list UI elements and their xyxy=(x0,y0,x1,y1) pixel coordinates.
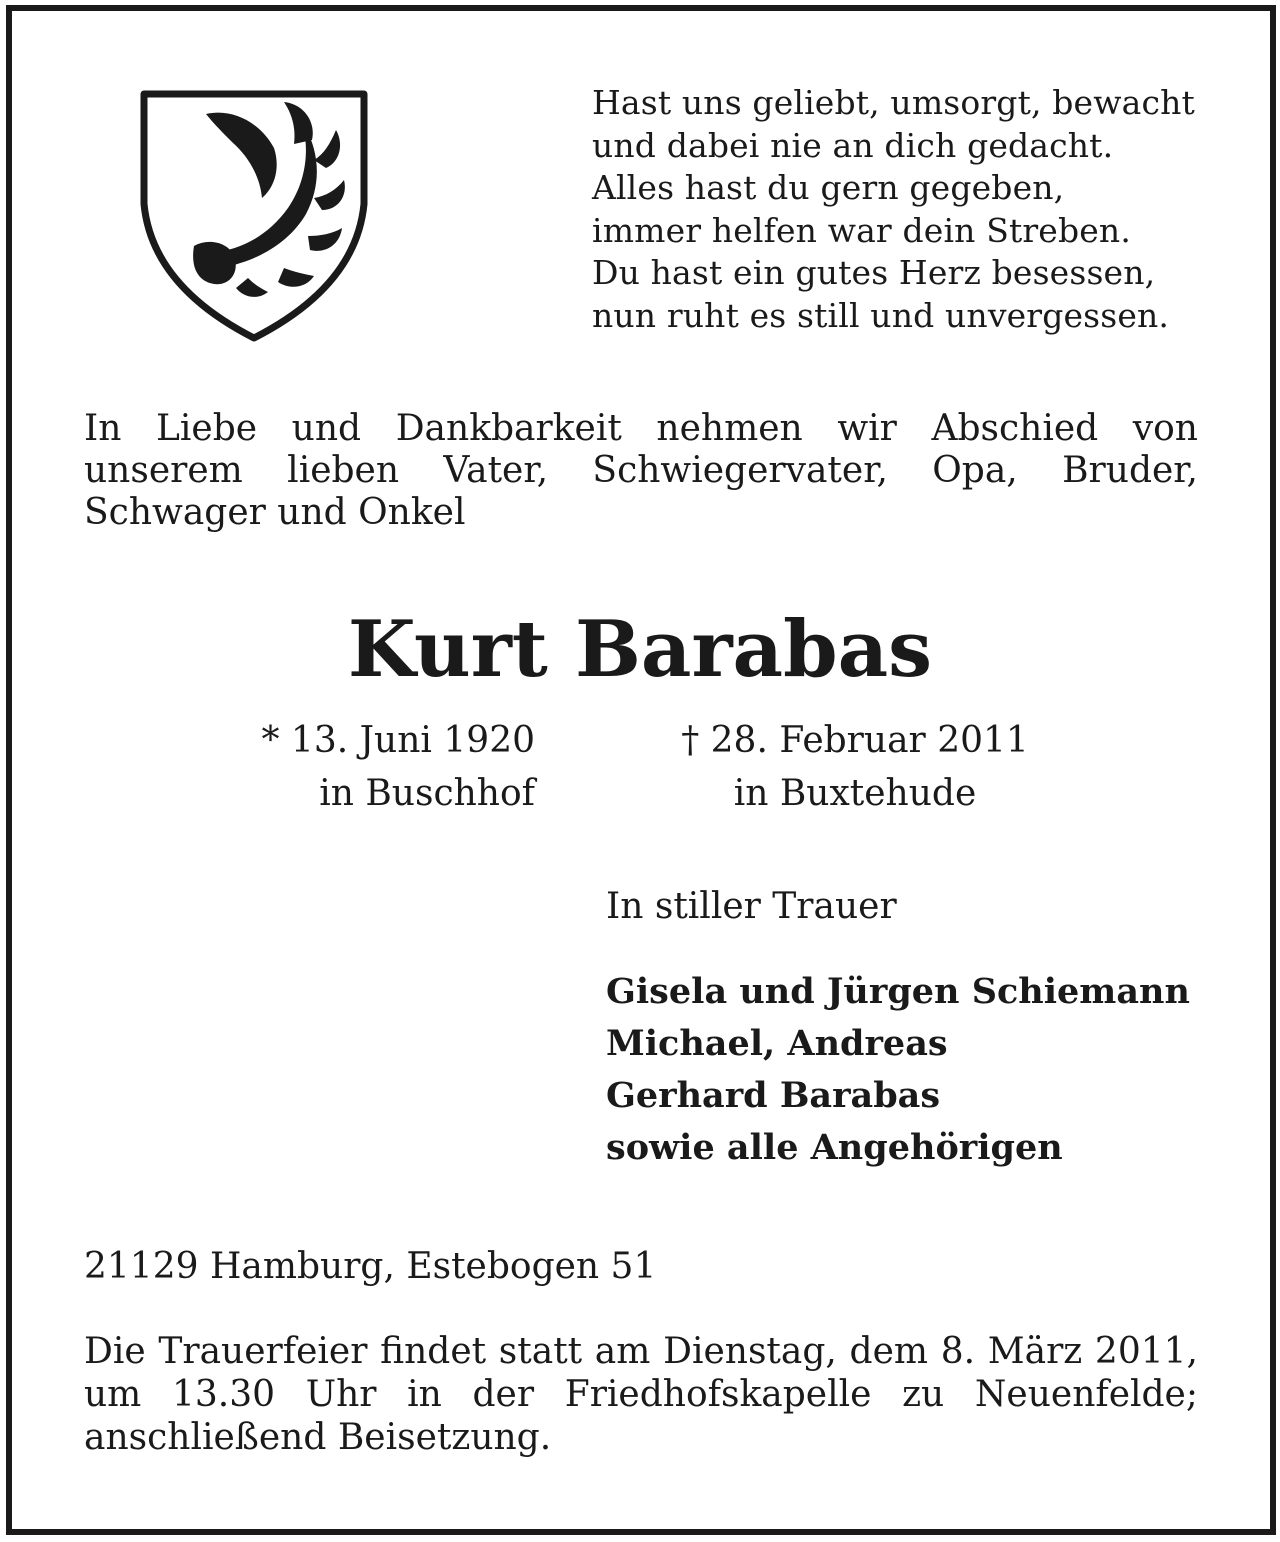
mourner: Michael, Andreas xyxy=(606,1023,948,1064)
mourners-list xyxy=(606,966,1190,1174)
birth-place: in Buschhof xyxy=(319,773,535,814)
mourner: sowie alle Angehörigen xyxy=(606,1127,1063,1168)
poem-line: Alles hast du gern gegeben, xyxy=(592,168,1065,207)
mourner: Gerhard Barabas xyxy=(606,1075,941,1116)
poem-line: Hast uns geliebt, umsorgt, bewacht xyxy=(592,83,1195,122)
antler-shield-icon xyxy=(136,86,372,342)
birth-date: * 13. Juni 1920 xyxy=(261,720,535,761)
mourning-phrase: In stiller Trauer xyxy=(606,886,897,927)
death-place: in Buxtehude xyxy=(733,773,977,814)
poem-line: immer helfen war dein Streben. xyxy=(592,210,1131,250)
death-date: † 28. Februar 2011 xyxy=(681,720,1029,761)
mourner: Gisela und Jürgen Schiemann xyxy=(606,971,1190,1012)
farewell-intro: In Liebe und Dankbarkeit nehmen wir Abschied von unserem lieben Vater, Schwiegervater, Opa, Bruder, Schwager und Onkel xyxy=(84,408,1198,533)
funeral-service-info: Die Trauerfeier findet statt am Dienstag, dem 8. März 2011, um 13.30 Uhr in der Friedhofskapelle zu Neuenfelde; anschließend Beisetzung. xyxy=(84,1331,1198,1458)
deceased-name: Kurt Barabas xyxy=(347,604,933,695)
poem-line: nun ruht es still und unvergessen. xyxy=(592,295,1170,335)
death-info xyxy=(590,714,1120,820)
poem xyxy=(592,82,1232,337)
poem-line: und dabei nie an dich gedacht. xyxy=(592,125,1114,165)
family-address: 21129 Hamburg, Estebogen 51 xyxy=(84,1246,657,1287)
birth-info xyxy=(140,714,535,820)
poem-line: Du hast ein gutes Herz besessen, xyxy=(592,253,1156,292)
